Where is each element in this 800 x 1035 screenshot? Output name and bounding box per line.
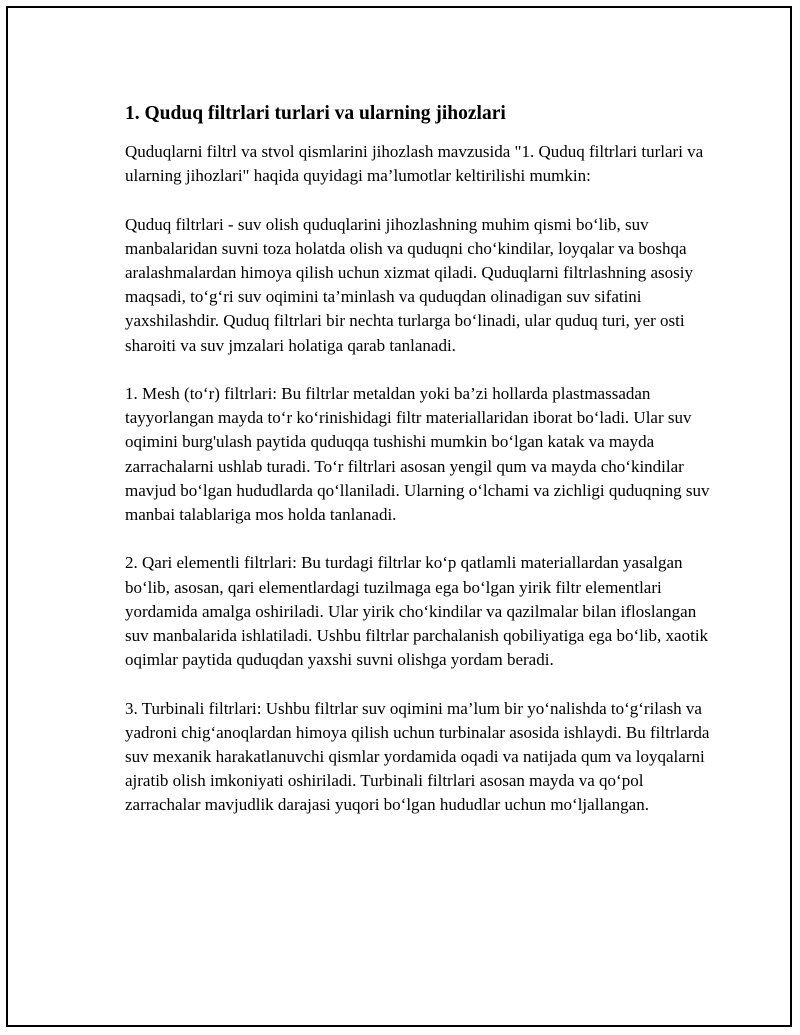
overview-paragraph: Quduq filtrlari - suv olish quduqlarini jihozlashning muhim qismi bo‘lib, suv manbalaridan suvni toza holatda olish va quduqni cho‘kindilar, loyqalar va boshqa aralashmalardan himoya qilish uchun xizmat qiladi. Quduqlarni filtrlashning asosiy maqsadi, to‘g‘ri suv oqimini ta’minlash va quduqdan olinadigan suv sifatini yaxshilashdir. Quduq filtrlari bir nechta turlarga bo‘linadi, ular quduq turi, yer osti sharoiti va suv jmzalari holatiga qarab tanlanadi. <box>125 214 693 355</box>
intro-paragraph: Quduqlarni filtrl va stvol qismlarini jihozlash mavzusida "1. Quduq filtrlari turlari va ularning jihozlari" haqida quyidagi ma’lumotlar keltirilishi mumkin: <box>125 142 704 186</box>
document-body <box>125 101 710 842</box>
page-frame <box>6 6 792 1027</box>
document-title: 1. Quduq filtrlari turlari va ularning jihozlari <box>125 103 506 124</box>
mesh-filters-paragraph: 1. Mesh (to‘r) filtrlari: Bu filtrlar metaldan yoki ba’zi hollarda plastmassadan tayyorlangan mayda to‘r ko‘rinishidagi filtr materiallaridan iborat bo‘ladi. Ular suv oqimini burg'ulash paytida quduqqa tushishi mumkin bo‘lgan katak va mayda zarrachalarni ushlab turadi. To‘r filtrlari asosan yengil qum va mayda cho‘kindilar mavjud bo‘lgan hududlarda qo‘llaniladi. Ularning o‘lchami va zichligi quduqning suv manbai talablariga mos holda tanlanadi. <box>125 384 710 525</box>
element-filters-paragraph: 2. Qari elementli filtrlari: Bu turdagi filtrlar ko‘p qatlamli materiallardan yasalgan bo‘lib, asosan, qari elementlardagi tuzilmaga ega bo‘lgan yirik filtr elementlari yordamida amalga oshiriladi. Ular yirik cho‘kindilar va qazilmalar bilan ifloslangan suv manbalarida ishlatiladi. Ushbu filtrlar parchalanish qobiliyatiga ega bo‘lib, xaotik oqimlar paytida quduqdan yaxshi suvni olishga yordam beradi. <box>125 553 709 670</box>
turbine-filters-paragraph: 3. Turbinali filtrlari: Ushbu filtrlar suv oqimini ma’lum bir yo‘nalishda to‘g‘rilash va yadroni chig‘anoqlardan himoya qilish uchun turbinalar asosida ishlaydi. Bu filtrlarda suv mexanik harakatlanuvchi qismlar yordamida oqadi va natijada qum va loyqalarni ajratib olish imkoniyati oshiriladi. Turbinali filtrlari asosan mayda va qo‘pol zarrachalar mavjudlik darajasi yuqori bo‘lgan hududlar uchun mo‘ljallangan. <box>125 698 710 815</box>
